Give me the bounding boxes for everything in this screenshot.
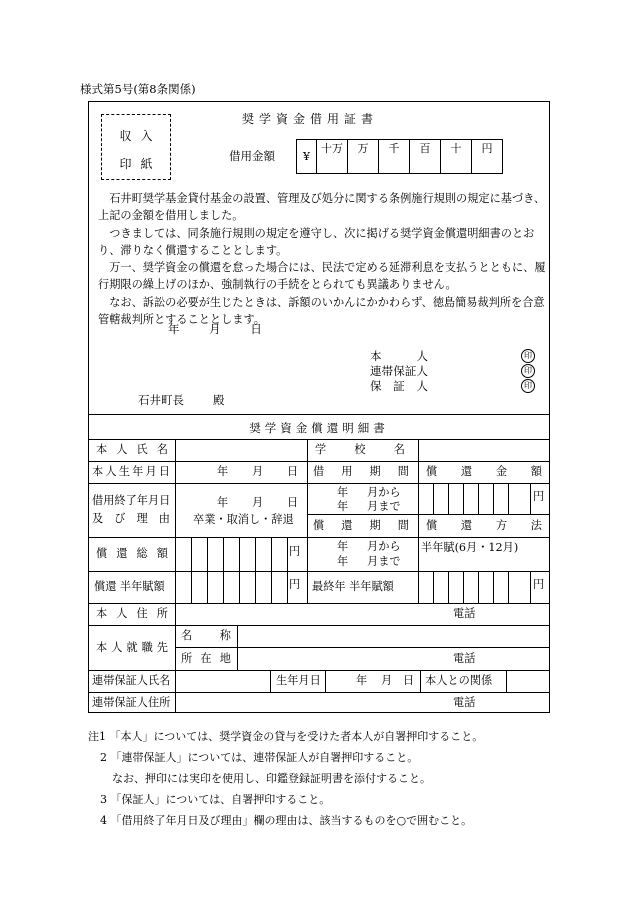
body-paragraph: 万一、奨学資金の償還を怠った場合には、民法で定める延滞利息を支払うとともに、履行期限の繰上げのほか、強制執行の手続をとられても異議ありません。 <box>98 261 546 292</box>
addressee-honorific: 殿 <box>213 393 225 407</box>
repay-method-value: 半年賦(6月・12月) <box>421 541 519 554</box>
yen-unit: 円 <box>533 490 545 503</box>
date-line[interactable]: 年 月 日 <box>168 322 262 336</box>
revenue-stamp-box <box>101 114 171 180</box>
amount-unit[interactable]: 円 <box>472 140 503 174</box>
signatory-guarantor-label: 保証人 <box>370 379 428 393</box>
last-year-semi-label: 最終年 半年賦額 <box>312 580 394 593</box>
end-reasons-options[interactable]: 卒業・取消し・辞退 <box>193 513 294 526</box>
repay-method-label: 償還方法 <box>426 519 542 532</box>
from-month-mark: 月から <box>367 486 401 499</box>
yen-unit: 円 <box>533 578 545 591</box>
borrow-period-label: 借用期間 <box>313 465 409 478</box>
yen-unit: 円 <box>289 545 301 558</box>
section-separator <box>88 414 550 415</box>
end-date-label: 借用終了年月日 <box>92 494 171 507</box>
amount-unit[interactable]: 千 <box>379 140 410 174</box>
note-item: なお、押印には実印を使用し、印鑑登録証明書を添付すること。 <box>112 772 431 785</box>
yen-sign: ¥ <box>297 140 317 174</box>
body-paragraph: 石井町奨学基金貸付基金の設置、管理及び処分に関する条例施行規則の規定に基づき、上記の金額を借用しました。 <box>98 192 546 223</box>
school-label: 学校名 <box>315 443 405 456</box>
signatory-joint-guarantor-label: 連帯保証人 <box>370 364 428 378</box>
note-item: 注1 「本人」については、奨学資金の貸与を受けた者本人が自署押印すること。 <box>88 730 484 743</box>
guarantor-birth-label: 生年月日 <box>276 674 321 687</box>
total-repay-label: 償還総額 <box>96 547 168 560</box>
stamp-line-1: 収入 <box>119 129 162 143</box>
guarantor-address-label: 連帯保証人住所 <box>92 696 171 709</box>
day-mark: 日 <box>287 496 299 509</box>
amount-unit[interactable]: 百 <box>410 140 441 174</box>
amount-unit[interactable]: 十万 <box>317 140 348 174</box>
principal-address-label: 本人住所 <box>96 607 168 620</box>
certificate-body <box>98 190 546 328</box>
employer-name-label: 名称 <box>181 629 231 642</box>
month-mark: 月 <box>252 496 264 509</box>
seal-mark-icon: 印 <box>521 349 535 363</box>
year-mark: 年 <box>217 465 229 478</box>
note-item: 2 「連帯保証人」については、連帯保証人が自署押印すること。 <box>100 751 419 764</box>
repay-period-label: 償還期間 <box>313 519 409 532</box>
seal-mark-icon: 印 <box>521 364 535 378</box>
addressee-mayor: 石井町長 <box>138 393 184 407</box>
birth-date-label: 本人生年月日 <box>92 465 170 478</box>
seal-mark-icon: 印 <box>521 379 535 393</box>
month-mark: 月 <box>252 465 264 478</box>
semi-annual-label: 償還 半年賦額 <box>94 580 165 593</box>
amount-unit[interactable]: 万 <box>348 140 379 174</box>
principal-name-label: 本人氏名 <box>96 443 168 456</box>
month-mark: 月 <box>381 674 393 687</box>
amount-unit[interactable]: 十 <box>441 140 472 174</box>
phone-label: 電話 <box>453 696 476 709</box>
employer-address-label: 所在地 <box>181 652 231 665</box>
end-reason-label: 及び理由 <box>92 512 170 525</box>
employer-label: 本人就職先 <box>96 641 168 654</box>
year-mark: 年 <box>217 496 229 509</box>
signatory-principal-label: 本人 <box>370 349 428 363</box>
body-paragraph: なお、訴訟の必要が生じたときは、訴額のいかんにかかわらず、徳島簡易裁判所を合意管轄裁判所とすることとします。 <box>98 295 545 327</box>
day-mark: 日 <box>403 674 415 687</box>
phone-label: 電話 <box>453 652 476 665</box>
body-paragraph: つきましては、同条施行規則の規定を遵守し、次に掲げる奨学資金償還明細書のとおり、滞りなく償還することとします。 <box>98 226 535 257</box>
phone-label: 電話 <box>453 607 476 620</box>
relation-label: 本人との関係 <box>425 674 493 687</box>
note-item: 3 「保証人」については、自署押印すること。 <box>100 793 331 806</box>
to-month-mark: 月まで <box>367 555 401 568</box>
certificate-title: 奨学資金借用証書 <box>241 112 378 126</box>
day-mark: 日 <box>287 465 299 478</box>
guarantor-name-label: 連帯保証人氏名 <box>92 674 171 687</box>
repayment-detail-title: 奨学資金償還明細書 <box>249 421 389 435</box>
year-mark: 年 <box>337 500 349 513</box>
repay-amount-label: 償還金額 <box>426 465 542 478</box>
amount-label: 借用金額 <box>229 149 275 163</box>
note-item: 4 「借用終了年月日及び理由」欄の理由は、該当するものを○で囲むこと。 <box>100 814 473 827</box>
form-number: 様式第5号(第8条関係) <box>80 82 196 96</box>
year-mark: 年 <box>356 674 368 687</box>
year-mark: 年 <box>337 486 349 499</box>
notes <box>86 726 556 831</box>
to-month-mark: 月まで <box>367 500 401 513</box>
year-mark: 年 <box>337 540 349 553</box>
yen-unit: 円 <box>289 578 301 591</box>
from-month-mark: 月から <box>367 540 401 553</box>
stamp-line-2: 印紙 <box>119 157 162 171</box>
amount-grid <box>296 139 503 174</box>
year-mark: 年 <box>337 555 349 568</box>
